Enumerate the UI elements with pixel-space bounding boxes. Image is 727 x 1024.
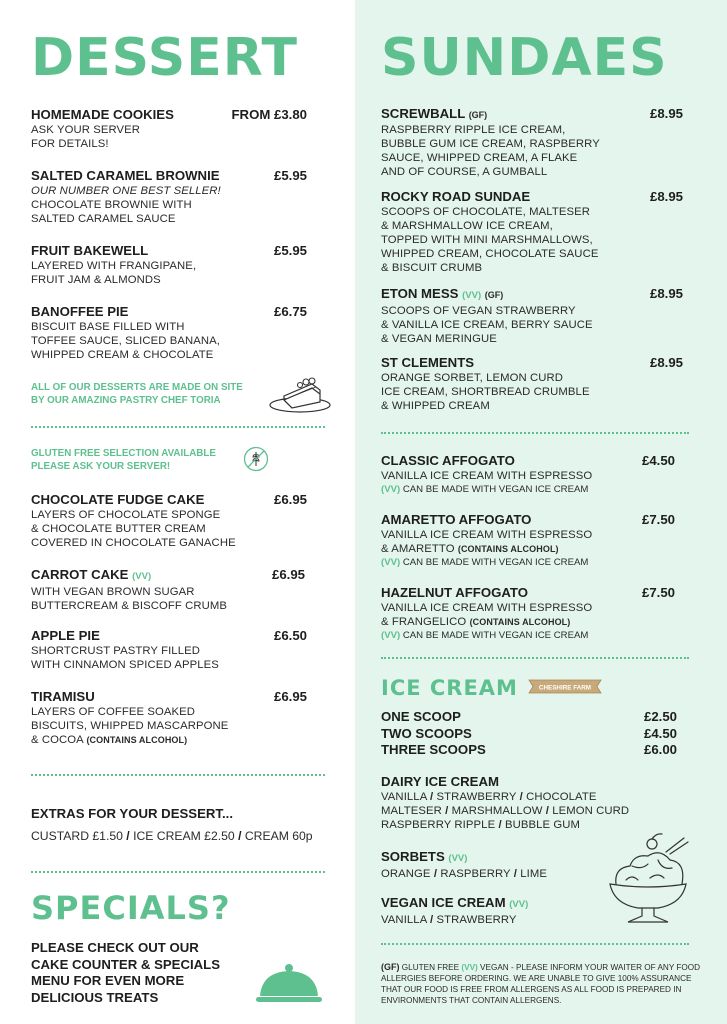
separator: / bbox=[519, 791, 523, 803]
specials-line: MENU FOR EVEN MORE bbox=[31, 973, 185, 988]
item-name-text: SCREWBALL bbox=[381, 106, 466, 121]
item-desc bbox=[381, 615, 675, 629]
item-price: £7.50 bbox=[641, 585, 675, 600]
scoop-row bbox=[381, 742, 677, 759]
separator: / bbox=[429, 791, 434, 803]
flavour: RASPBERRY bbox=[440, 868, 511, 880]
specials-line: PLEASE CHECK OUT OUR bbox=[31, 940, 199, 955]
flavour: STRAWBERRY bbox=[436, 791, 517, 803]
scoop-label: TWO SCOOPS bbox=[381, 725, 472, 741]
item-name: SALTED CARAMEL BROWNIE bbox=[31, 168, 220, 183]
vegan-tag: (VV) bbox=[132, 571, 152, 582]
specials-line: DELICIOUS TREATS bbox=[31, 989, 159, 1005]
section-name bbox=[381, 849, 601, 867]
item-desc: LAYERS OF CHOCOLATE SPONGE bbox=[31, 509, 221, 521]
section-name: DAIRY ICE CREAM bbox=[381, 774, 499, 789]
sundaes-title: SUNDAES bbox=[381, 28, 668, 88]
item-desc: SCOOPS OF CHOCOLATE, MALTESER bbox=[381, 206, 590, 218]
gf-text: GLUTEN FREE bbox=[401, 963, 460, 972]
flavour-line bbox=[381, 804, 681, 818]
note-line: BY OUR AMAZING PASTRY CHEF TORIA bbox=[31, 395, 221, 406]
divider bbox=[381, 943, 689, 945]
item-name: APPLE PIE bbox=[31, 628, 100, 643]
item-name: AMARETTO AFFOGATO bbox=[381, 512, 532, 527]
flavour-line bbox=[381, 913, 601, 927]
item-desc: AND OF COURSE, A GUMBALL bbox=[381, 166, 548, 178]
vegan-tag: (VV) bbox=[448, 853, 468, 864]
specials-line: CAKE COUNTER & SPECIALS bbox=[31, 956, 221, 972]
item-desc: ASK YOUR SERVER bbox=[31, 124, 141, 136]
cake-slice-icon bbox=[268, 372, 332, 414]
dessert-title: DESSERT bbox=[31, 28, 298, 88]
item-price: £8.95 bbox=[649, 286, 683, 301]
item-desc: & BISCUIT CRUMB bbox=[381, 262, 483, 274]
menu-item-screwball bbox=[381, 106, 683, 179]
item-price: £8.95 bbox=[649, 355, 683, 370]
flavour: MARSHMALLOW bbox=[451, 805, 543, 817]
item-name: CHOCOLATE FUDGE CAKE bbox=[31, 492, 205, 507]
item-name bbox=[31, 567, 307, 585]
vegan-tag: (VV) bbox=[509, 899, 529, 910]
menu-item-st-clements bbox=[381, 355, 683, 413]
vegan-option-text: CAN BE MADE WITH VEGAN ICE CREAM bbox=[402, 484, 589, 495]
item-desc: VANILLA ICE CREAM WITH ESPRESSO bbox=[381, 602, 593, 614]
item-desc: SHORTCRUST PASTRY FILLED bbox=[31, 645, 200, 657]
extras-list bbox=[31, 829, 313, 843]
item-desc: TOFFEE SAUCE, SLICED BANANA, bbox=[31, 335, 221, 347]
menu-item-hazelnut-affogato bbox=[381, 585, 675, 642]
scoop-price: £6.00 bbox=[643, 742, 677, 757]
gf-tag: (GF) bbox=[381, 962, 400, 972]
item-price: £7.50 bbox=[641, 512, 675, 527]
scoop-price: £4.50 bbox=[643, 725, 677, 741]
menu-item-fruit-bakewell bbox=[31, 243, 307, 287]
flavour: CHOCOLATE bbox=[526, 791, 597, 803]
item-name bbox=[381, 106, 683, 123]
item-name bbox=[381, 286, 683, 304]
vegan-tag: (VV) bbox=[381, 630, 401, 641]
scoop-label: ONE SCOOP bbox=[381, 709, 461, 724]
item-desc: BUTTERCREAM & BISCOFF CRUMB bbox=[31, 600, 228, 612]
item-desc: FOR DETAILS! bbox=[31, 138, 109, 150]
item-price: £5.95 bbox=[273, 243, 307, 258]
item-desc-text: & FRANGELICO bbox=[381, 616, 467, 628]
item-price: £6.75 bbox=[273, 304, 307, 319]
menu-item-banoffee-pie bbox=[31, 304, 307, 362]
section-name-text: VEGAN ICE CREAM bbox=[381, 895, 506, 910]
item-desc: COVERED IN CHOCOLATE GANACHE bbox=[31, 537, 236, 549]
separator: / bbox=[126, 829, 130, 843]
vegan-option bbox=[381, 483, 675, 496]
extras-title: EXTRAS FOR YOUR DESSERT... bbox=[31, 806, 233, 821]
item-name: TIRAMISU bbox=[31, 689, 95, 704]
item-desc: & VANILLA ICE CREAM, BERRY SAUCE bbox=[381, 319, 593, 331]
flavour: LEMON CURD bbox=[552, 805, 630, 817]
flavour: STRAWBERRY bbox=[436, 914, 517, 926]
item-desc: LAYERED WITH FRANGIPANE, bbox=[31, 260, 197, 272]
separator: / bbox=[498, 819, 502, 831]
extra-item: CREAM 60p bbox=[244, 829, 313, 843]
menu-item-homemade-cookies bbox=[31, 107, 307, 151]
item-desc: VANILLA ICE CREAM WITH ESPRESSO bbox=[381, 529, 593, 541]
item-desc bbox=[381, 542, 675, 556]
item-name: BANOFFEE PIE bbox=[31, 304, 129, 319]
extra-item: ICE CREAM £2.50 bbox=[133, 829, 235, 843]
item-desc: ICE CREAM, SHORTBREAD CRUMBLE bbox=[381, 386, 590, 398]
vegan-tag: (VV) bbox=[461, 963, 478, 972]
item-name: HAZELNUT AFFOGATO bbox=[381, 585, 528, 600]
item-name-text: ETON MESS bbox=[381, 286, 459, 301]
menu-item-tiramisu bbox=[31, 689, 307, 747]
menu-item-chocolate-fudge-cake bbox=[31, 492, 307, 550]
item-desc-text: & AMARETTO bbox=[381, 543, 455, 555]
separator: / bbox=[238, 829, 242, 843]
item-desc: & WHIPPED CREAM bbox=[381, 400, 490, 412]
vegan-tag: (VV) bbox=[381, 557, 401, 568]
vegan-ice-cream bbox=[381, 895, 601, 927]
flavour: LIME bbox=[520, 868, 548, 880]
separator: / bbox=[445, 805, 449, 817]
scoop-row bbox=[381, 709, 677, 726]
sorbets bbox=[381, 849, 601, 881]
flavour-line bbox=[381, 790, 681, 804]
item-price: £5.95 bbox=[273, 168, 307, 183]
item-desc: SAUCE, WHIPPED CREAM, A FLAKE bbox=[381, 152, 578, 164]
vegan-option bbox=[381, 556, 675, 569]
divider bbox=[381, 432, 689, 434]
gluten-free-note bbox=[31, 447, 216, 473]
item-desc: BUBBLE GUM ICE CREAM, RASPBERRY bbox=[381, 138, 600, 150]
vegan-option bbox=[381, 629, 675, 642]
menu-item-rocky-road-sundae bbox=[381, 189, 683, 275]
item-desc: & CHOCOLATE BUTTER CREAM bbox=[31, 523, 206, 535]
pastry-chef-note bbox=[31, 381, 243, 407]
divider bbox=[381, 657, 689, 659]
item-subtitle: OUR NUMBER ONE BEST SELLER! bbox=[31, 185, 221, 197]
item-desc: RASPBERRY RIPPLE ICE CREAM, bbox=[381, 124, 566, 136]
flavour: VANILLA bbox=[381, 791, 427, 803]
vegan-tag: (VV) bbox=[381, 484, 401, 495]
alcohol-note: (CONTAINS ALCOHOL) bbox=[86, 735, 188, 745]
cloche-icon bbox=[256, 962, 322, 1004]
vegan-tag: (VV) bbox=[462, 290, 482, 301]
separator: / bbox=[433, 868, 438, 880]
menu-item-apple-pie bbox=[31, 628, 307, 672]
flavour: RASPBERRY RIPPLE bbox=[381, 819, 496, 831]
dessert-column bbox=[0, 0, 355, 1024]
item-desc: WHIPPED CREAM & CHOCOLATE bbox=[31, 349, 214, 361]
item-price: £6.95 bbox=[273, 689, 307, 704]
item-desc: BISCUITS, WHIPPED MASCARPONE bbox=[31, 720, 229, 732]
gf-tag: (GF) bbox=[484, 290, 504, 300]
badge-label: CHESHIRE FARM bbox=[538, 684, 592, 692]
scoop-row bbox=[381, 726, 677, 743]
specials-desc bbox=[31, 940, 241, 1006]
flavour: VANILLA bbox=[381, 914, 427, 926]
item-desc: WITH VEGAN BROWN SUGAR bbox=[31, 586, 195, 598]
item-name: ROCKY ROAD SUNDAE bbox=[381, 189, 531, 204]
gluten-free-icon bbox=[243, 446, 269, 472]
separator: / bbox=[545, 805, 549, 817]
sundae-icon bbox=[602, 830, 694, 926]
item-desc: LAYERS OF COFFEE SOAKED bbox=[31, 706, 196, 718]
vegan-option-text: CAN BE MADE WITH VEGAN ICE CREAM bbox=[402, 630, 589, 641]
item-name: HOMEMADE COOKIES bbox=[31, 107, 174, 122]
item-desc: SCOOPS OF VEGAN STRAWBERRY bbox=[381, 305, 576, 317]
item-desc: ORANGE SORBET, LEMON CURD bbox=[381, 372, 564, 384]
note-line: GLUTEN FREE SELECTION AVAILABLE bbox=[31, 448, 216, 459]
scoop-prices bbox=[381, 709, 677, 759]
flavour: BUBBLE GUM bbox=[504, 819, 581, 831]
ice-cream-title: ICE CREAM bbox=[381, 676, 518, 700]
item-price: £4.50 bbox=[641, 453, 675, 468]
item-desc bbox=[31, 733, 307, 747]
separator: / bbox=[429, 914, 434, 926]
item-name: ST CLEMENTS bbox=[381, 355, 475, 370]
alcohol-note: (CONTAINS ALCOHOL) bbox=[457, 544, 559, 554]
section-name-text: SORBETS bbox=[381, 849, 445, 864]
flavour: ORANGE bbox=[381, 868, 431, 880]
vegan-option-text: CAN BE MADE WITH VEGAN ICE CREAM bbox=[402, 557, 589, 568]
item-price: £8.95 bbox=[649, 106, 683, 121]
gf-tag: (GF) bbox=[468, 110, 488, 120]
sundaes-column bbox=[355, 0, 727, 1024]
extra-item: CUSTARD £1.50 bbox=[31, 829, 123, 843]
scoop-price: £2.50 bbox=[643, 709, 677, 724]
item-name: FRUIT BAKEWELL bbox=[31, 243, 149, 258]
allergen-text: VEGAN - PLEASE INFORM YOUR WAITER OF ANY FOOD ALLERGIES BEFORE ORDERING. WE ARE UNABLE TO GIVE 100% ASSURANCE THAT OUR FOOD IS FREE FROM ALLERGENS AS ALL FOOD IS PREPARED IN ENVIRONMENTS THAT CONTAIN ALLERGENS. bbox=[381, 963, 701, 1005]
divider bbox=[31, 871, 325, 873]
alcohol-note: (CONTAINS ALCOHOL) bbox=[469, 617, 571, 627]
item-desc: FRUIT JAM & ALMONDS bbox=[31, 274, 161, 286]
item-desc: TOPPED WITH MINI MARSHMALLOWS, bbox=[381, 234, 593, 246]
item-desc: WHIPPED CREAM, CHOCOLATE SAUCE bbox=[381, 248, 599, 260]
item-desc: & MARSHMALLOW ICE CREAM, bbox=[381, 220, 553, 232]
menu-item-carrot-cake bbox=[31, 567, 307, 613]
allergen-footer bbox=[381, 962, 701, 1006]
menu-item-classic-affogato bbox=[381, 453, 675, 496]
note-line: PLEASE ASK YOUR SERVER! bbox=[31, 461, 171, 472]
separator: / bbox=[513, 868, 517, 880]
item-desc: WITH CINNAMON SPICED APPLES bbox=[31, 659, 219, 671]
menu-item-amaretto-affogato bbox=[381, 512, 675, 569]
item-price: £8.95 bbox=[649, 189, 683, 204]
divider bbox=[31, 426, 325, 428]
item-desc: CHOCOLATE BROWNIE WITH bbox=[31, 199, 192, 211]
item-price: £6.95 bbox=[271, 567, 305, 582]
menu-item-eton-mess bbox=[381, 286, 683, 346]
menu-item-salted-caramel-brownie bbox=[31, 168, 307, 226]
cheshire-farm-badge bbox=[527, 678, 603, 695]
item-desc: & VEGAN MERINGUE bbox=[381, 333, 497, 345]
item-name: CLASSIC AFFOGATO bbox=[381, 453, 515, 468]
specials-title: SPECIALS? bbox=[31, 889, 231, 927]
item-desc: SALTED CARAMEL SAUCE bbox=[31, 213, 176, 225]
divider bbox=[31, 774, 325, 776]
note-line: ALL OF OUR DESSERTS ARE MADE ON SITE bbox=[31, 382, 243, 393]
item-desc-text: & COCOA bbox=[31, 734, 84, 746]
section-name bbox=[381, 895, 601, 913]
scoop-label: THREE SCOOPS bbox=[381, 742, 486, 757]
dairy-ice-cream bbox=[381, 774, 681, 832]
item-price: £6.50 bbox=[273, 628, 307, 643]
item-price: FROM £3.80 bbox=[231, 107, 307, 122]
item-desc: VANILLA ICE CREAM WITH ESPRESSO bbox=[381, 470, 593, 482]
item-price: £6.95 bbox=[273, 492, 307, 507]
item-desc: BISCUIT BASE FILLED WITH bbox=[31, 321, 185, 333]
flavour: MALTESER bbox=[381, 805, 442, 817]
item-name-text: CARROT CAKE bbox=[31, 567, 129, 582]
flavour-line bbox=[381, 867, 601, 881]
